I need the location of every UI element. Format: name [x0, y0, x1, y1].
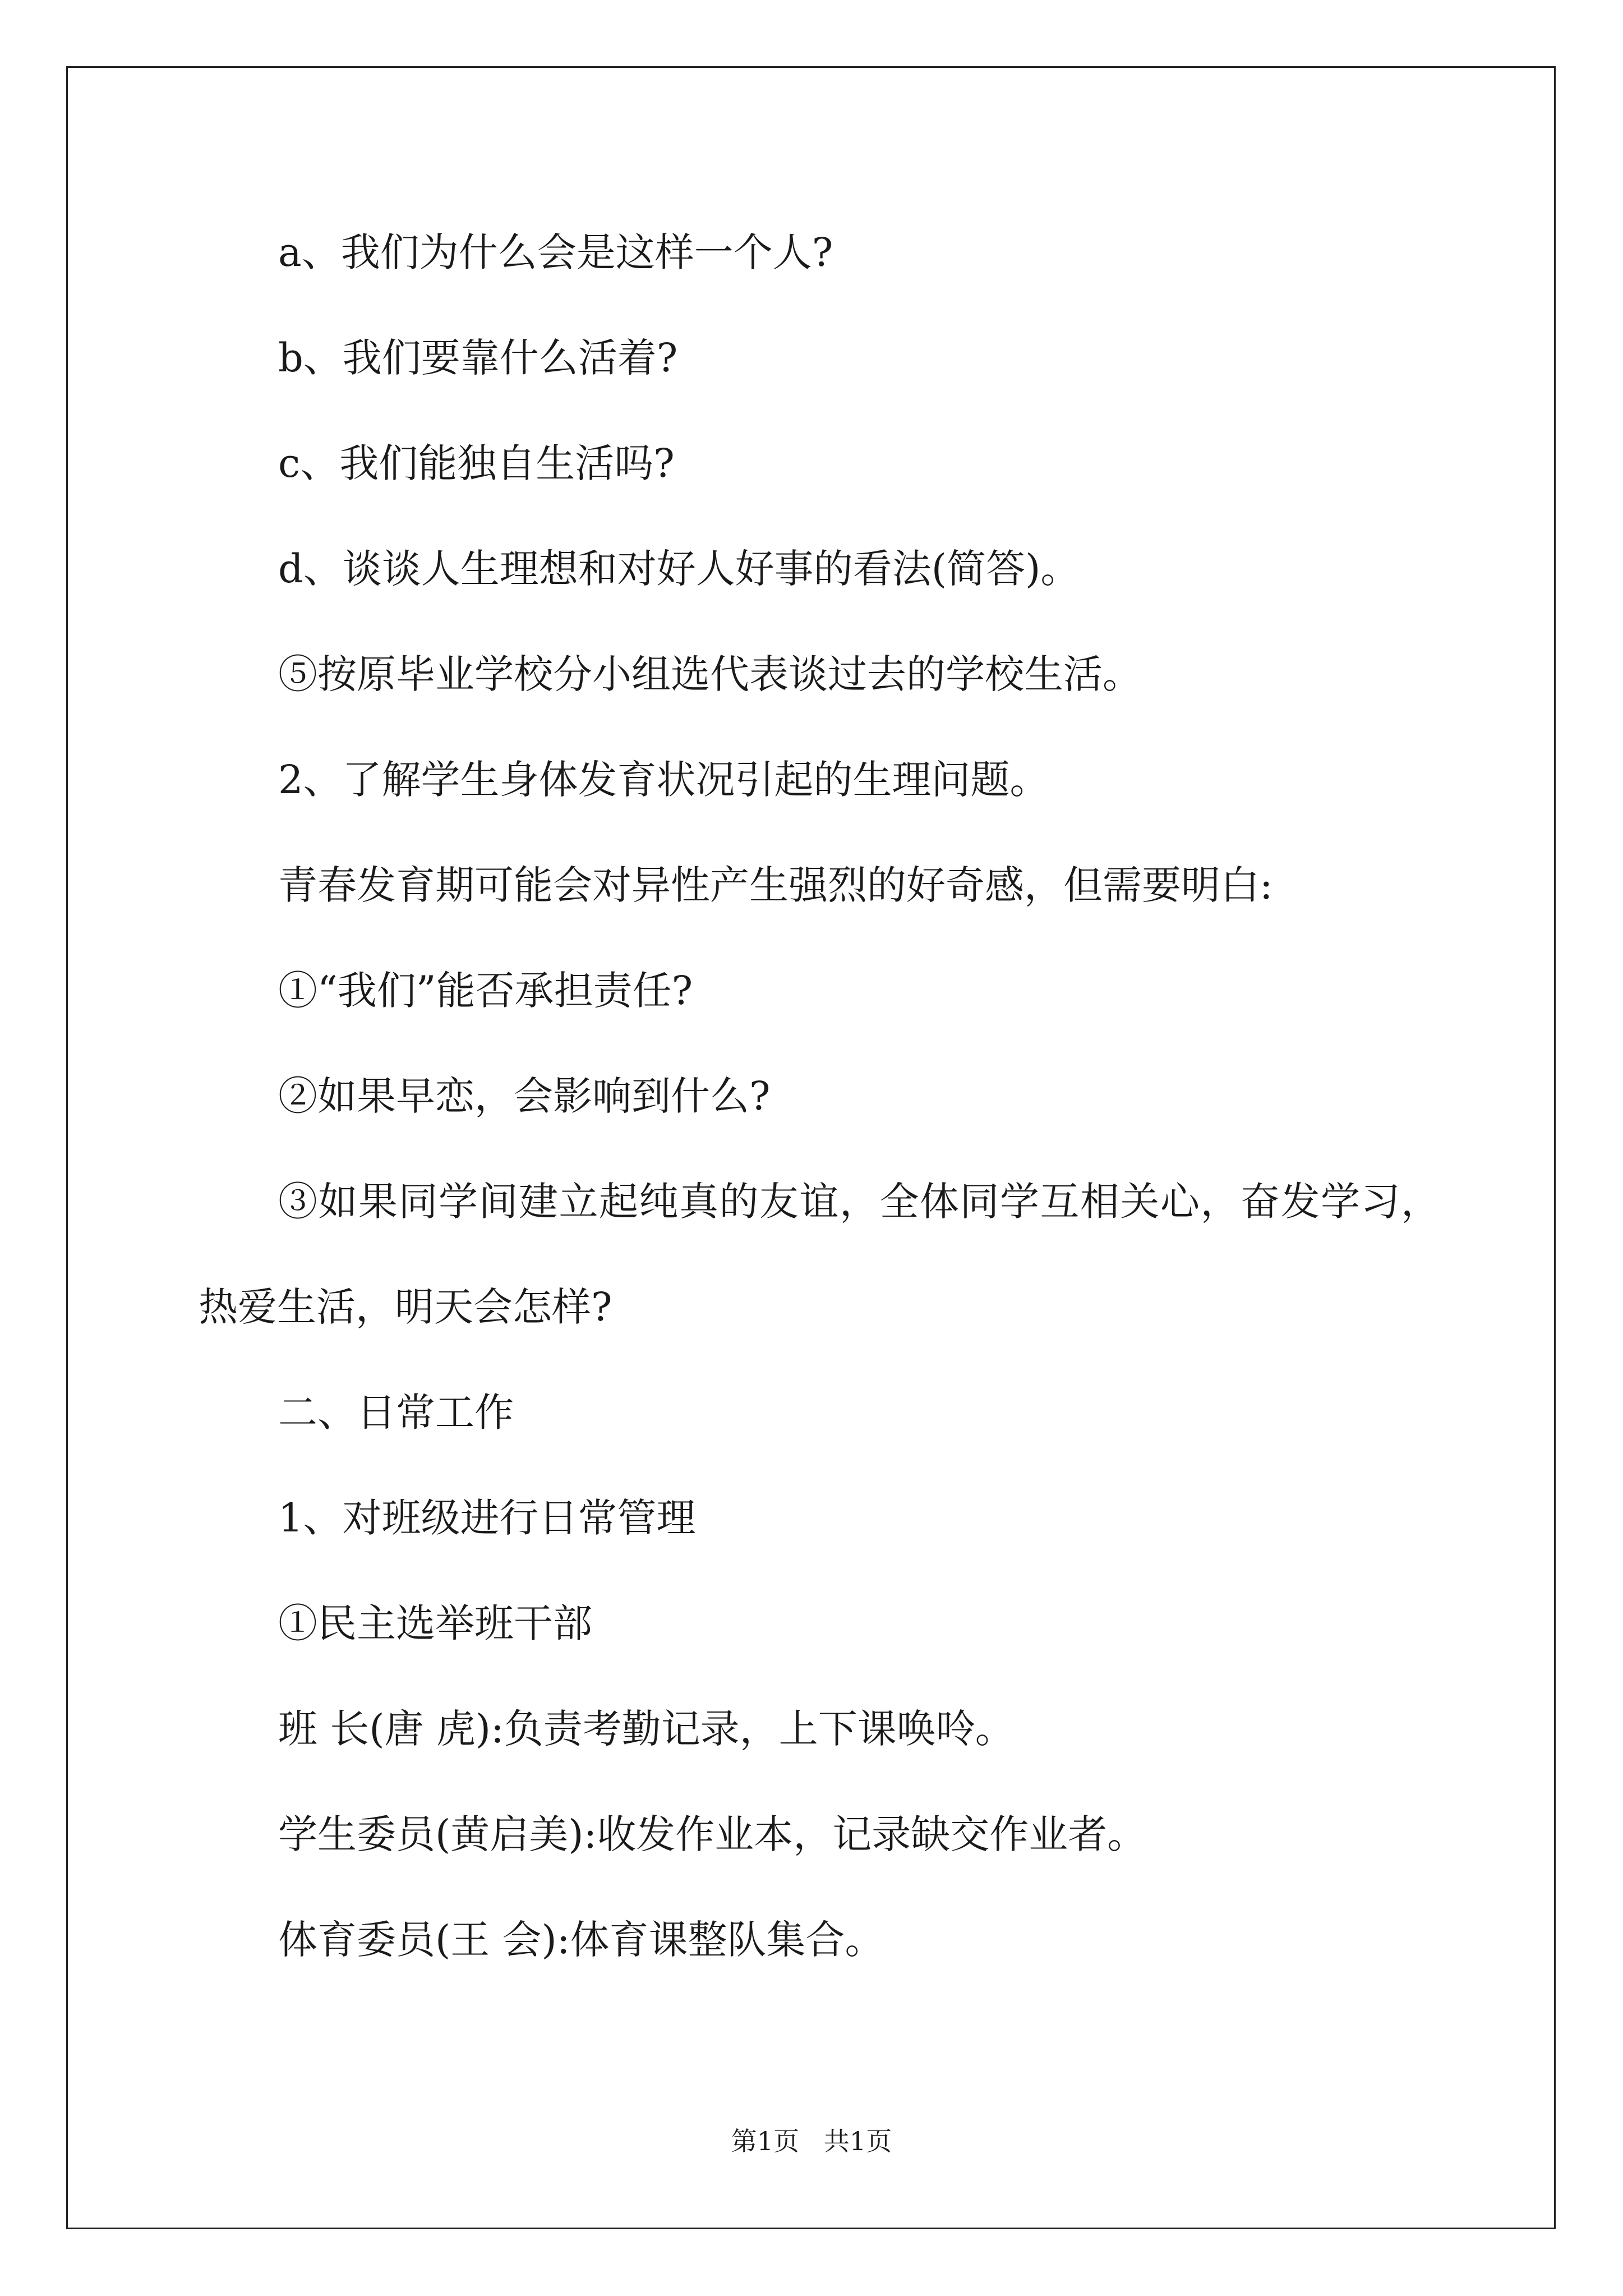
text-line-4: d、谈谈人生理想和对好人好事的看法(简答)。 [278, 546, 1080, 592]
text-line-16: 学生委员(黄启美):收发作业本，记录缺交作业者。 [278, 1811, 1147, 1857]
page-number-footer: 第1页 共1页 [731, 2126, 892, 2156]
text-line-2: b、我们要靠什么活着? [278, 335, 678, 381]
text-line-11: 热爱生活，明天会怎样? [199, 1284, 612, 1330]
text-line-13: 1、对班级进行日常管理 [278, 1495, 696, 1541]
text-line-10: ③如果同学间建立起纯真的友谊，全体同学互相关心，奋发学习， [278, 1179, 1441, 1225]
text-line-1: a、我们为什么会是这样一个人? [278, 229, 833, 275]
text-line-3: c、我们能独自生活吗? [278, 440, 675, 486]
text-line-15: 班 长(唐 虎):负责考勤记录，上下课唤呤。 [278, 1706, 1015, 1752]
text-line-9: ②如果早恋，会影响到什么? [278, 1073, 771, 1119]
section-heading: 二、日常工作 [278, 1389, 514, 1435]
text-line-14: ①民主选举班干部 [278, 1600, 592, 1646]
page-border [66, 66, 1556, 2229]
text-line-8: ①“我们”能否承担责任? [278, 968, 693, 1014]
text-line-7: 青春发育期可能会对异性产生强烈的好奇感，但需要明白: [278, 862, 1273, 908]
text-line-6: 2、了解学生身体发育状况引起的生理问题。 [278, 757, 1049, 803]
text-line-5: ⑤按原毕业学校分小组选代表谈过去的学校生活。 [278, 651, 1142, 697]
text-line-17: 体育委员(王 会):体育课整队集合。 [278, 1917, 884, 1963]
